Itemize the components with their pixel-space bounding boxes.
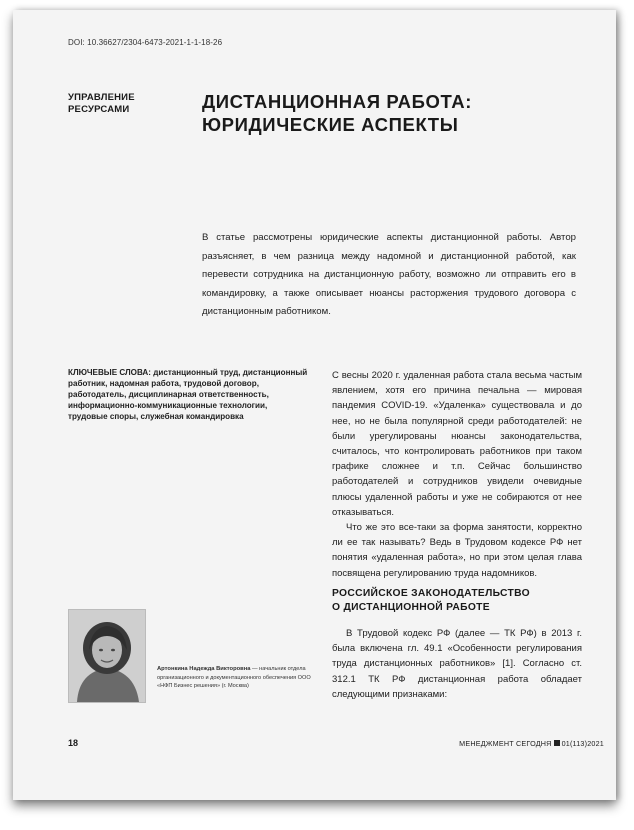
section-line-2: РЕСУРСАМИ	[68, 104, 130, 115]
author-description: — начальник отдела организационного и документационного обеспечения ООО «НФП Бизнес решения» (г. Москва)	[157, 666, 311, 689]
author-photo	[68, 609, 146, 703]
article-title	[202, 90, 582, 136]
body-column-top	[332, 368, 582, 581]
body-paragraph-3: В Трудовой кодекс РФ (далее — ТК РФ) в 2013 г. была включена гл. 49.1 «Особенности регулирования труда дистанционных работников» [1]. Согласно ст. 312.1 ТК РФ дистанционная работа обладает следующими признаками:	[332, 628, 582, 700]
author-info	[157, 665, 327, 691]
body-paragraph-2: Что же это все-таки за форма занятости, корректно ли ее так называть? Ведь в Трудовом кодексе РФ нет понятия «удаленная работа», но при этом целая глава посвящена регулированию труда надомников.	[332, 522, 582, 579]
keywords-label: КЛЮЧЕВЫЕ СЛОВА:	[68, 368, 151, 377]
journal-footer	[459, 739, 604, 748]
page-number: 18	[68, 738, 79, 748]
subheading-line-1: РОССИЙСКОЕ ЗАКОНОДАТЕЛЬСТВО	[332, 588, 530, 599]
keywords	[68, 367, 308, 422]
author-name: Артонкина Надежда Викторовна	[157, 666, 251, 672]
keywords-text: дистанционный труд, дистанционный работник, надомная работа, трудовой договор, работодатель, дисциплинарная ответственность, информационно-коммуникационные технологии, трудовые споры, служебная командировка	[68, 368, 308, 421]
section-line-1: УПРАВЛЕНИЕ	[68, 92, 135, 103]
subheading	[332, 587, 582, 614]
subheading-line-2: О ДИСТАНЦИОННОЙ РАБОТЕ	[332, 601, 490, 613]
title-line-2: ЮРИДИЧЕСКИЕ АСПЕКТЫ	[202, 114, 459, 135]
abstract: В статье рассмотрены юридические аспекты дистанционной работы. Автор разъясняет, в чем разница между надомной и дистанционной работой, как перевести сотрудника на дистанционную работу, возможно ли отправить его в командировку, а также описывает нюансы расторжения трудового договора с дистанционным работником.	[202, 232, 576, 317]
title-line-1: ДИСТАНЦИОННАЯ РАБОТА:	[202, 91, 472, 112]
doi: DOI: 10.36627/2304-6473-2021-1-1-18-26	[68, 38, 223, 47]
body-column-bottom	[332, 626, 582, 702]
journal-name: МЕНЕДЖМЕНТ СЕГОДНЯ	[459, 739, 552, 748]
author-portrait-image	[69, 610, 145, 702]
section-heading	[68, 92, 178, 116]
body-paragraph-1: С весны 2020 г. удаленная работа стала весьма частым явлением, хотя его причина печальна — мировая пандемия COVID-19. «Удаленка» существовала и до нее, но не была популярной среди работодателей: не были урегулированы нюансы законодательства, считалось, что контролировать работников при таком графике сложнее и т.п. Сейчас большинство работодателей и сотрудников увидели очевидные плюсы удаленной работы и уже не собираются от нее отказываться.	[332, 370, 582, 518]
square-separator-icon	[554, 740, 560, 746]
journal-issue: 01(113)2021	[561, 739, 604, 748]
